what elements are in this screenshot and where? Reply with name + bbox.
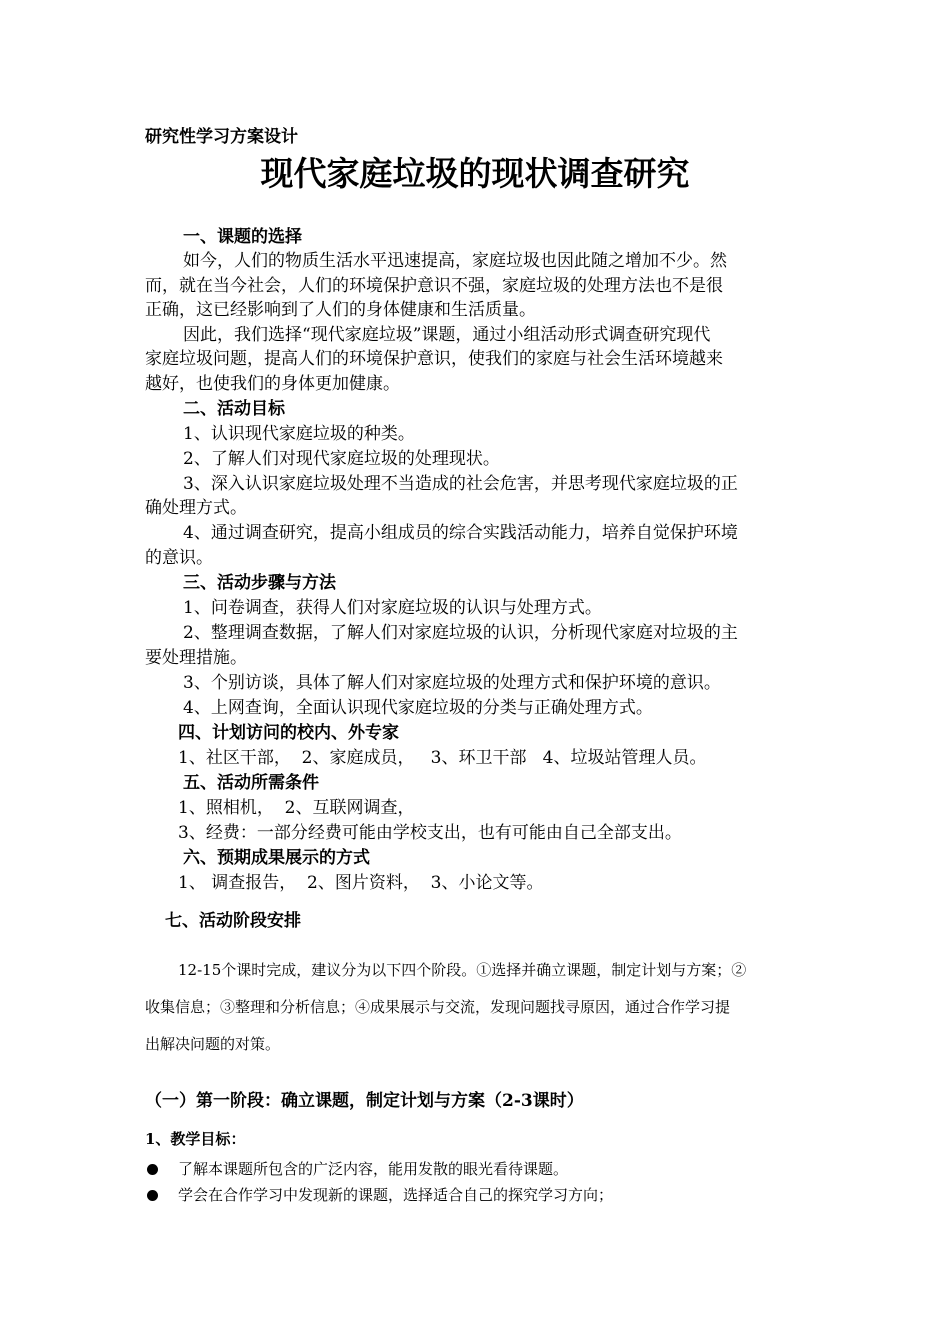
list-item: 2、整理调查数据，了解人们对家庭垃圾的认识，分析现代家庭对垃圾的主 — [183, 623, 738, 643]
paragraph-line: 收集信息；③整理和分析信息；④成果展示与交流，发现问题找寻原因，通过合作学习提 — [145, 998, 731, 1016]
conditions-line: 3、经费：一部分经费可能由学校支出，也有可能由自己全部支出。 — [178, 823, 682, 843]
section-heading-outcomes: 六、预期成果展示的方式 — [183, 848, 370, 868]
list-item: 2、了解人们对现代家庭垃圾的处理现状。 — [183, 449, 500, 469]
conditions-line: 1、照相机， 2、互联网调查， — [178, 798, 415, 818]
bullet-item: 了解本课题所包含的广泛内容，能用发散的眼光看待课题。 — [178, 1160, 569, 1178]
paragraph-line: 而，就在当今社会，人们的环境保护意识不强，家庭垃圾的处理方法也不是很 — [145, 276, 723, 296]
list-item-continuation: 的意识。 — [145, 548, 213, 568]
paragraph-line: 因此，我们选择“现代家庭垃圾”课题，通过小组活动形式调查研究现代 — [183, 325, 711, 345]
list-item-continuation: 确处理方式。 — [145, 498, 247, 518]
paragraph-line: 正确，这已经影响到了人们的身体健康和生活质量。 — [145, 300, 536, 320]
list-item: 3、个别访谈，具体了解人们对家庭垃圾的处理方式和保护环境的意识。 — [183, 673, 721, 693]
experts-line: 1、社区干部， 2、家庭成员， 3、环卫干部 4、垃圾站管理人员。 — [178, 748, 707, 768]
paragraph-line: 如今，人们的物质生活水平迅速提高，家庭垃圾也因此随之增加不少。然 — [183, 251, 727, 271]
doc-kicker: 研究性学习方案设计 — [145, 127, 298, 147]
list-item: 4、上网查询，全面认识现代家庭垃圾的分类与正确处理方式。 — [183, 698, 653, 718]
list-item: 3、深入认识家庭垃圾处理不当造成的社会危害，并思考现代家庭垃圾的正 — [183, 474, 738, 494]
stage-heading: （一）第一阶段：确立课题，制定计划与方案（2-3课时） — [145, 1091, 584, 1111]
section-heading-goals: 二、活动目标 — [183, 399, 285, 419]
section-heading-conditions: 五、活动所需条件 — [183, 773, 319, 793]
bullet-icon — [147, 1190, 158, 1201]
list-item: 1、问卷调查，获得人们对家庭垃圾的认识与处理方式。 — [183, 598, 602, 618]
doc-title: 现代家庭垃圾的现状调查研究 — [260, 154, 690, 193]
section-heading-schedule: 七、活动阶段安排 — [165, 911, 301, 931]
list-item-continuation: 要处理措施。 — [145, 648, 247, 668]
bullet-icon — [147, 1164, 158, 1175]
bullet-item: 学会在合作学习中发现新的课题，选择适合自己的探究学习方向； — [178, 1186, 614, 1204]
section-heading-experts: 四、计划访问的校内、外专家 — [178, 723, 399, 743]
outcomes-line: 1、 调查报告， 2、图片资料， 3、小论文等。 — [178, 873, 544, 893]
list-item: 4、通过调查研究，提高小组成员的综合实践活动能力，培养自觉保护环境 — [183, 523, 738, 543]
paragraph-line: 越好，也使我们的身体更加健康。 — [145, 374, 400, 394]
list-item: 1、认识现代家庭垃圾的种类。 — [183, 424, 415, 444]
goal-heading: 1、教学目标： — [145, 1130, 246, 1148]
paragraph-line: 12-15个课时完成，建议分为以下四个阶段。①选择并确立课题，制定计划与方案；② — [178, 961, 747, 979]
section-heading-topic: 一、课题的选择 — [183, 227, 302, 247]
paragraph-line: 家庭垃圾问题，提高人们的环境保护意识，使我们的家庭与社会生活环境越来 — [145, 349, 723, 369]
section-heading-steps: 三、活动步骤与方法 — [183, 573, 336, 593]
paragraph-line: 出解决问题的对策。 — [145, 1035, 281, 1053]
